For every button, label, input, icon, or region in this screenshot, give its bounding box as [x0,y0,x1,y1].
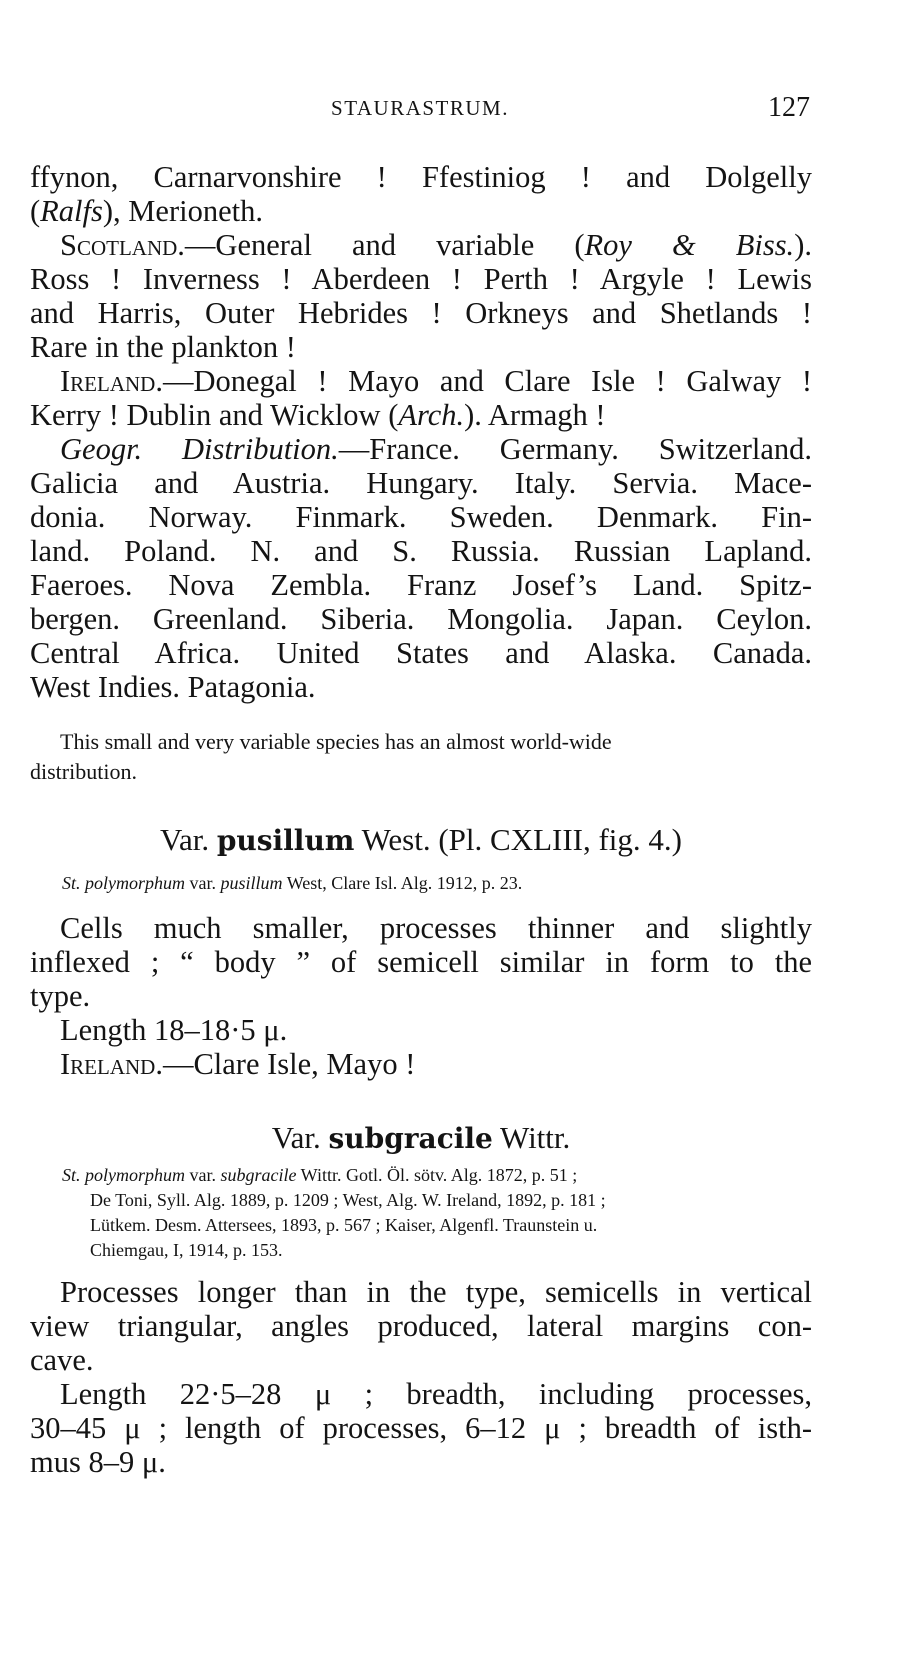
geogr-line7: Central Africa. United States and Alaska. Canada. [30,636,812,670]
para1-line1: ffynon, Carnarvonshire ! Ffestiniog ! and Dolgelly [30,160,812,194]
species-note [30,727,812,787]
note-line2: distribution. [30,759,137,784]
scotland-line4: Rare in the plankton ! [30,330,296,364]
running-title: STAURASTRUM. [331,96,509,120]
var-subgracile-reference [62,1163,814,1263]
scotland-heading: Scotland. [60,228,185,262]
var-subgracile-name: subgracile [328,1122,493,1155]
geogr-line3: donia. Norway. Finmark. Sweden. Denmark. Fin- [30,500,812,534]
subgracile-measure-line2: 30–45 μ ; length of processes, 6–12 μ ; breadth of isth- [30,1411,812,1445]
geogr-line2: Galicia and Austria. Hungary. Italy. Servia. Mace- [30,466,812,500]
pusillum-ireland: Ireland.—Clare Isle, Mayo ! [60,1047,416,1081]
pusillum-length: Length 18–18·5 μ. [60,1013,288,1047]
ireland-line2: Kerry ! Dublin and Wicklow (Arch.). Armagh ! [30,398,606,432]
pusillum-desc-line3: type. [30,979,91,1013]
ireland-heading: Ireland. [60,364,163,398]
var-pusillum-description [30,911,812,1081]
scotland-line3: and Harris, Outer Hebrides ! Orkneys and Shetlands ! [30,296,812,330]
var-subgracile-heading: Var. subgracile Wittr. [271,1120,571,1155]
geogr-line6: bergen. Greenland. Siberia. Mongolia. Japan. Ceylon. [30,602,812,636]
geogr-line1: Geogr. Distribution.—France. Germany. Switzerland. [60,432,812,466]
subgracile-ref-line4: Chiemgau, I, 1914, p. 153. [90,1240,283,1260]
note-line1: This small and very variable species has an almost world-wide [60,729,612,754]
subgracile-ref-line2: De Toni, Syll. Alg. 1889, p. 1209 ; West, Alg. W. Ireland, 1892, p. 181 ; [90,1190,606,1210]
scotland-line1: Scotland.—General and variable (Roy & Biss.). [60,228,812,262]
var-pusillum-heading: Var. pusillum West. (Pl. CXLIII, fig. 4.) [160,822,682,857]
geogr-heading: Geogr. Distribution. [60,432,339,466]
subgracile-ref-line1: St. polymorphum var. subgracile Wittr. Gotl. Öl. sötv. Alg. 1872, p. 51 ; [62,1165,578,1185]
subgracile-desc-line1: Processes longer than in the type, semicells in vertical [60,1275,812,1309]
scotland-line2: Ross ! Inverness ! Aberdeen ! Perth ! Argyle ! Lewis [30,262,812,296]
distribution-block [30,160,812,704]
subgracile-measure-line3: mus 8–9 μ. [30,1445,166,1479]
geogr-line8: West Indies. Patagonia. [30,670,316,704]
subgracile-ref-line3: Lütkem. Desm. Attersees, 1893, p. 567 ; Kaiser, Algenfl. Traunstein u. [90,1215,598,1235]
var-subgracile-description [30,1275,812,1479]
para1-line2: (Ralfs), Merioneth. [30,194,263,228]
ireland-line1: Ireland.—Donegal ! Mayo and Clare Isle ! Galway ! [60,364,812,398]
var-pusillum-reference: St. polymorphum var. pusillum West, Clare Isl. Alg. 1912, p. 23. [62,873,523,893]
subgracile-measure-line1: Length 22·5–28 μ ; breadth, including processes, [60,1377,812,1411]
page-number: 127 [768,92,810,123]
pusillum-desc-line1: Cells much smaller, processes thinner and slightly [60,911,812,945]
subgracile-desc-line2: view triangular, angles produced, lateral margins con- [30,1309,812,1343]
geogr-line5: Faeroes. Nova Zembla. Franz Josef’s Land. Spitz- [30,568,812,602]
subgracile-desc-line3: cave. [30,1343,94,1377]
page-header [30,92,810,128]
geogr-line4: land. Poland. N. and S. Russia. Russian Lapland. [30,534,812,568]
var-pusillum-name: pusillum [216,824,355,857]
pusillum-desc-line2: inflexed ; “ body ” of semicell similar in form to the [30,945,812,979]
